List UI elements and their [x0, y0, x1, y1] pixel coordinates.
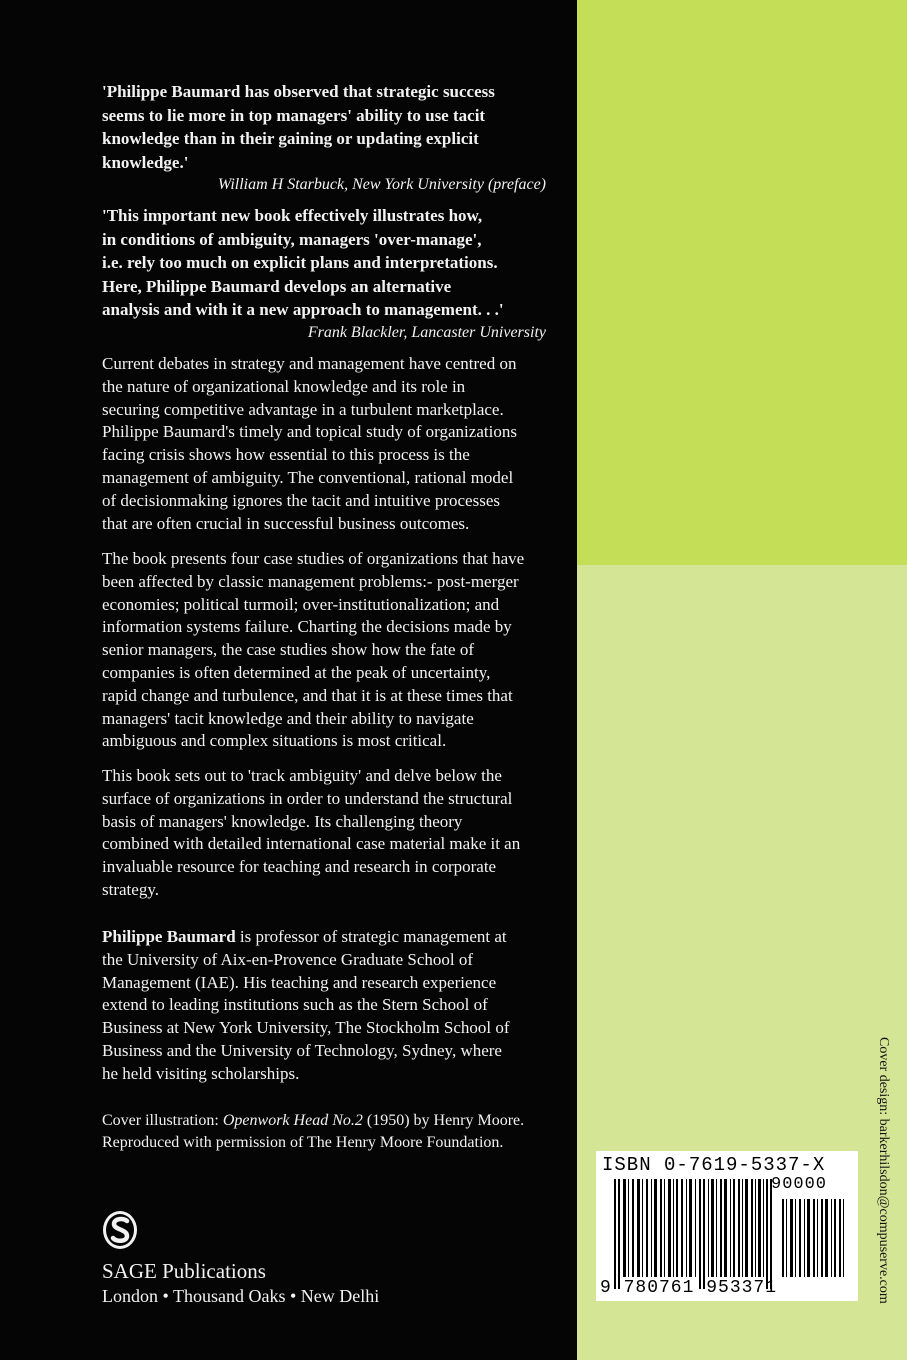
description-paragraph-3 — [102, 765, 552, 902]
quote-block-1 — [102, 80, 552, 196]
paragraph-text: This book sets out to 'track ambiguity' and delve below the surface of organizations in order to understand the structural basis of managers' knowledge. Its challenging theory combined with detailed international case material make it an invaluable resource for teaching and research in corporate strategy. — [102, 766, 521, 899]
quote-attribution: William H Starbuck, New York University (preface) — [217, 176, 546, 193]
paragraph-text: Current debates in strategy and management have centred on the nature of organizational knowledge and its role in securing competitive advantage in a turbulent marketplace. Philippe Baumard's timely and topical study of organizations facing crisis shows how essential to this process is the management of ambiguity. The conventional, rational model of decisionmaking ignores the tacit and intuitive processes that are often crucial in successful business outcomes. — [102, 354, 517, 533]
publisher-block — [102, 1258, 379, 1308]
quote-text: 'Philippe Baumard has observed that strategic success seems to lie more in top managers' ability to use tacit knowledge than in their gaining or updating explicit knowledge.' — [102, 82, 495, 172]
barcode-addon: 90000 — [771, 1175, 828, 1194]
author-name: Philippe Baumard — [102, 927, 236, 946]
quote-attribution: Frank Blackler, Lancaster University — [307, 323, 546, 341]
credit-prefix: Cover illustration: — [102, 1112, 223, 1129]
sage-s-logo-icon — [102, 1210, 138, 1250]
author-bio-text — [102, 926, 552, 1086]
credit-suffix: (1950) by Henry Moore. — [362, 1112, 525, 1129]
description-paragraph-1 — [102, 353, 552, 535]
paragraph-text: The book presents four case studies of organizations that have been affected by classic management problems:- post-merger economies; political turmoil; over-institutionalization; and information systems failure. Charting the decisions made by senior managers, the case studies show how the fate of companies is often determined at the peak of uncertainty, rapid change and turbulence, and that it is at these times that managers' tacit knowledge and their ability to navigate ambiguous and complex situations is most critical. — [102, 549, 525, 751]
description-paragraph-2 — [102, 548, 552, 753]
author-bio — [102, 926, 552, 1086]
author-bio-body: is professor of strategic management at the University of Aix-en-Provence Graduate School of Management (IAE). His teaching and research experience extend to leading institutions such as the Stern School of Business at New York University, The Stockholm School of Business and the University of Technology, Sydney, where he held visiting scholarships. — [102, 927, 510, 1083]
credit-line-2: Reproduced with permission of The Henry Moore Foundation. — [102, 1134, 504, 1151]
quote-text: 'This important new book effectively illustrates how, in conditions of ambiguity, managers 'over-manage', i.e. rely too much on explicit plans and interpretations. Here, Philippe Baumard develops an alternative analysis and with it a new approach to management. . .' — [102, 206, 504, 319]
artwork-title: Openwork Head No.2 — [222, 1112, 363, 1129]
cover-design-text: Cover design: barkerhilsdon@compuserve.com — [876, 1037, 891, 1304]
cover-design-credit — [870, 1037, 896, 1307]
isbn-number: ISBN 0-7619-5337-X — [602, 1154, 826, 1176]
quote-block-2 — [102, 204, 552, 344]
ean-number: 9 780761 953371 — [600, 1278, 778, 1298]
publisher-cities: London • Thousand Oaks • New Delhi — [102, 1286, 380, 1306]
cover-illustration-credit — [102, 1110, 552, 1154]
publisher-name: SAGE Publications — [102, 1259, 266, 1283]
credit-line-1 — [102, 1110, 552, 1132]
green-band-top — [577, 0, 907, 565]
isbn-barcode — [596, 1151, 858, 1301]
